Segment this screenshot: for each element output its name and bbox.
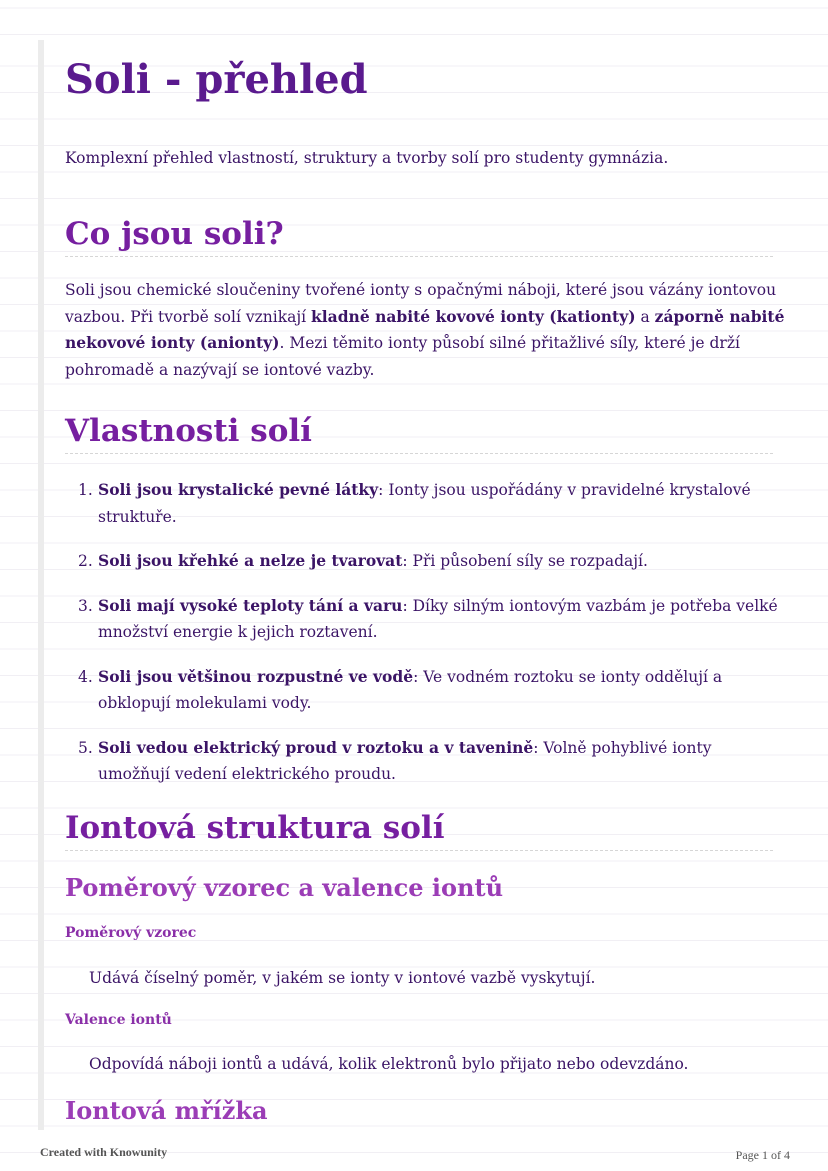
bold-text: záporně nabité nekovové ionty (anionty) [65,306,785,352]
definition: Udává číselný poměr, v jakém se ionty v iontové vazbě vyskytují. [89,969,596,987]
item-text: : Díky silným iontovým vazbám je potřeba velké množství energie k jejich roztavení. [98,596,778,641]
heading-vlastnosti: Vlastnosti solí [65,413,773,454]
item-number: 3. [78,596,93,615]
list-item [65,477,788,530]
item-bold: Soli vedou elektrický proud v roztoku a v tavenině [98,737,534,757]
item-bold: Soli jsou krystalické pevné látky [98,480,379,499]
item-bold: Soli jsou křehké a nelze je tvarovat [98,551,403,570]
term-valence-iontu: Valence iontů [65,1012,172,1028]
item-text: : Ve vodném roztoku se ionty oddělují a obklopují molekulami vody. [98,667,723,712]
item-number: 5. [78,738,93,757]
list-item [65,548,788,575]
page-title: Soli - přehled [65,56,368,103]
item-text: : Ionty jsou uspořádány v pravidelné krystalové struktuře. [98,481,751,526]
list-item [65,664,788,717]
item-bold: Soli jsou většinou rozpustné ve vodě [98,666,414,686]
heading-iontova-struktura: Iontová struktura solí [65,810,773,851]
text: Soli jsou chemické sloučeniny tvořené ionty s opačnými náboji, které jsou vázány iontovou vazbou. Při tvorbě solí vznikají [65,281,777,326]
item-text: : Volně pohyblivé ionty umožňují vedení elektrického proudu. [98,738,712,783]
item-bold: Soli mají vysoké teploty tání a varu [98,595,403,615]
margin-bar [38,40,44,1130]
text: . Mezi těmito ionty působí silné přitažlivé síly, které je drží pohromadě a nazývají se iontové vazby. [65,334,740,379]
heading-co-jsou-soli: Co jsou soli? [65,216,773,257]
list-item [65,593,788,646]
intro-paragraph [65,277,785,383]
list-item [65,735,788,788]
term-pomerovy-vzorec: Poměrový vzorec [65,925,197,941]
bold-text: kladně nabité kovové ionty (kationty) [311,306,636,326]
item-number: 2. [78,552,93,570]
definition: Odpovídá náboji iontů a udává, kolik elektronů bylo přijato nebo odevzdáno. [89,1055,689,1073]
text: a [635,307,655,326]
footer-credit: Created with Knowunity [40,1145,168,1159]
item-number: 1. [78,481,93,499]
subtitle: Komplexní přehled vlastností, struktury a tvorby solí pro studenty gymnázia. [65,149,669,167]
properties-list [65,477,788,806]
page-number: Page 1 of 4 [735,1148,790,1162]
item-text: : Při působení síly se rozpadají. [402,552,648,570]
subheading-pomerovy-vzorec: Poměrový vzorec a valence iontů [65,873,504,902]
subheading-iontova-mrizka: Iontová mřížka [65,1096,268,1125]
item-number: 4. [78,667,93,686]
